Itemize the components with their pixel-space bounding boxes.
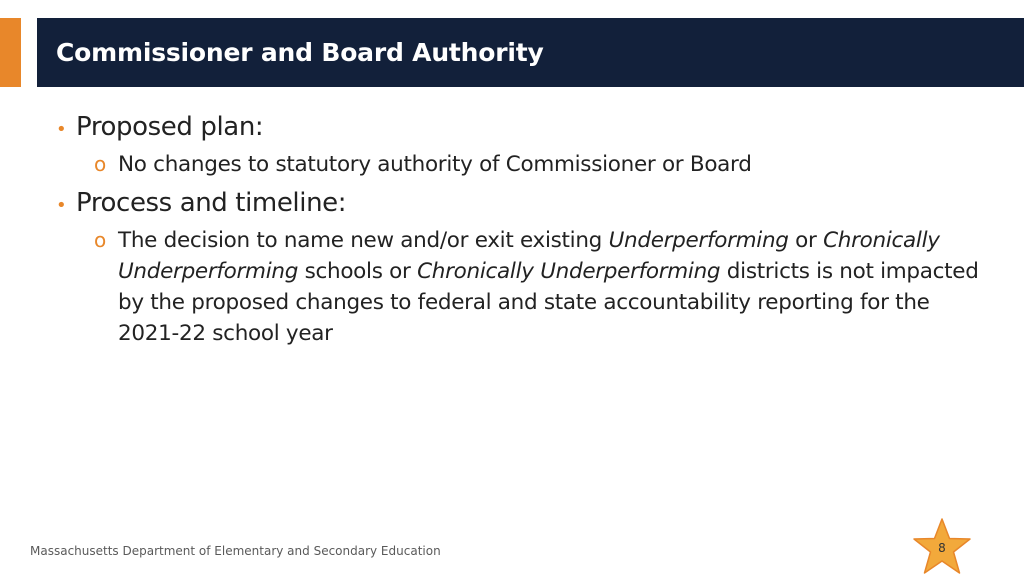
sub-bullet [94, 225, 996, 349]
bullet-proposed-plan [56, 108, 996, 149]
text-run: schools or [298, 259, 418, 284]
slide-content [56, 108, 996, 353]
page-number: 8 [938, 541, 946, 555]
sub-list [56, 149, 996, 180]
bullet-process-timeline [56, 184, 996, 225]
sub-bullet [94, 149, 996, 180]
text-run: No changes to statutory authority of Commissioner or Board [118, 152, 752, 177]
circle-bullet-icon: o [94, 152, 106, 176]
sub-list [56, 225, 996, 349]
circle-bullet-icon: o [94, 228, 106, 252]
bullet-text: Process and timeline: [76, 188, 347, 218]
text-run: or [788, 228, 824, 253]
title-bar [37, 18, 1024, 87]
bullet-dot-icon: • [56, 195, 67, 216]
slide-title: Commissioner and Board Authority [56, 38, 544, 67]
italic-term: Chronically Underperforming [417, 259, 721, 284]
text-run: The decision to name new and/or exit existing [118, 228, 609, 253]
italic-term: Underperforming [608, 228, 789, 253]
sub-bullet-text [118, 225, 996, 349]
footer-organization: Massachusetts Department of Elementary and Secondary Education [30, 544, 441, 558]
bullet-dot-icon: • [56, 119, 67, 140]
sub-bullet-text [118, 149, 996, 180]
bullet-text: Proposed plan: [76, 112, 264, 142]
accent-bar [0, 18, 21, 87]
italic-term: Chronically Underperforming [118, 228, 940, 284]
text-run: districts is not impacted by the proposed changes to federal and state accountability reporting for the 2021-22 school year [118, 259, 979, 346]
